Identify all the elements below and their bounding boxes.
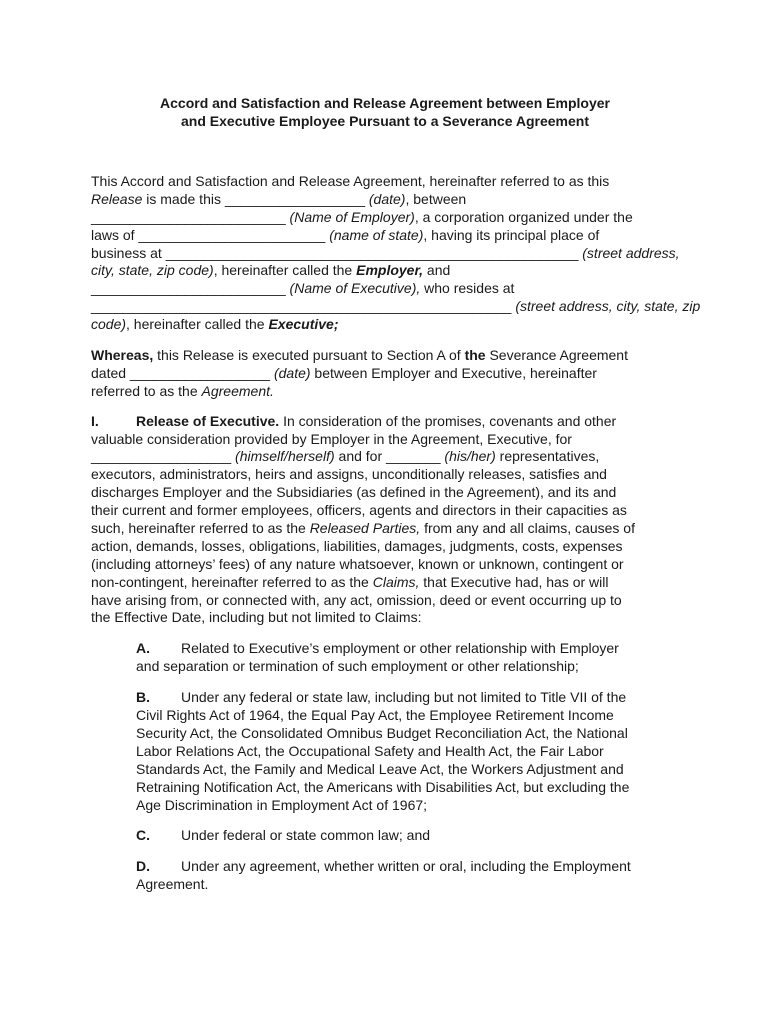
intro-line: code), hereinafter called the Executive;	[91, 316, 339, 333]
section-line: I. Release of Executive. In consideration of the promises, covenants and other	[91, 412, 617, 429]
section-heading: Release of Executive.	[136, 412, 280, 429]
item-label: A.	[136, 640, 150, 657]
section-release-of-executive	[91, 413, 681, 628]
intro-line: city, state, zip code), hereinafter called the Employer, and	[91, 262, 451, 279]
document-title	[0, 94, 770, 130]
whereas-line: dated __________________ (date) between Employer and Executive, hereinafter	[91, 364, 597, 381]
intro-line: Release is made this __________________ (date), between	[91, 190, 467, 207]
section-line: __________________ (himself/herself) and for _______ (his/her) representatives,	[91, 448, 600, 465]
intro-line: _________________________ (Name of Executive), who resides at	[91, 280, 515, 297]
section-line: the Effective Date, including but not limited to Claims:	[91, 609, 422, 626]
whereas-paragraph	[91, 347, 681, 401]
intro-line: _________________________ (Name of Employer), a corporation organized under the	[91, 208, 633, 225]
intro-line: laws of ________________________ (name of state), having its principal place of	[91, 226, 600, 243]
document-body	[91, 173, 701, 894]
section-line: discharges Employer and the Subsidiaries (as defined in the Agreement), and its and	[91, 484, 617, 501]
title-line-2: and Executive Employee Pursuant to a Severance Agreement	[181, 113, 589, 129]
section-number: I.	[91, 412, 99, 429]
intro-line: ______________________________________________________ (street address, city, state, zip	[91, 298, 701, 315]
whereas-line: referred to as the Agreement.	[91, 382, 274, 399]
list-item-b: B. Under any federal or state law, including but not limited to Title VII of the Civil Rights Act of 1964, the Equal Pay Act, the Employee Retirement Income Security Act, the Consolidated Omnibus Budget Reconciliation Act, the National Labor Relations Act, the Occupational Safety and Health Act, the Fair Labor Standards Act, the Family and Medical Leave Act, the Workers Adjustment and Retraining Notification Act, the Americans with Disabilities Act, but excluding the Age Discrimination in Employment Act of 1967;	[136, 689, 630, 813]
section-line: valuable consideration provided by Employer in the Agreement, Executive, for	[91, 430, 572, 447]
section-line: have arising from, or connected with, any act, omission, deed or event occurring up to	[91, 591, 622, 608]
list-item-d: D. Under any agreement, whether written or oral, including the Employment Agreement.	[136, 858, 631, 893]
item-label: C.	[136, 827, 150, 844]
title-line-1: Accord and Satisfaction and Release Agreement between Employer	[160, 95, 610, 111]
whereas-line: Whereas, this Release is executed pursuant to Section A of the Severance Agreement	[91, 347, 628, 364]
section-line: such, hereinafter referred to as the Released Parties, from any and all claims, causes of	[91, 520, 635, 537]
intro-paragraph	[91, 173, 701, 334]
item-label: D.	[136, 858, 150, 875]
list-item-c: C. Under federal or state common law; and	[136, 827, 431, 844]
section-line: non-contingent, hereinafter referred to as the Claims, that Executive had, has or will	[91, 573, 609, 590]
section-line: action, demands, losses, obligations, liabilities, damages, judgments, costs, expenses	[91, 537, 623, 554]
section-line: their current and former employees, officers, agents and directors in their capacities as	[91, 502, 627, 519]
list-item-a: A. Related to Executive’s employment or other relationship with Employer and separation or termination of such employment or other relationship;	[136, 640, 619, 675]
intro-line: This Accord and Satisfaction and Release Agreement, hereinafter referred to as this	[91, 173, 610, 189]
item-label: B.	[136, 689, 150, 706]
section-line: (including attorneys’ fees) of any nature whatsoever, known or unknown, contingent or	[91, 555, 624, 572]
section-line: executors, administrators, heirs and assigns, unconditionally releases, satisfies and	[91, 466, 607, 483]
intro-line: business at _____________________________________________________ (street address,	[91, 244, 680, 261]
